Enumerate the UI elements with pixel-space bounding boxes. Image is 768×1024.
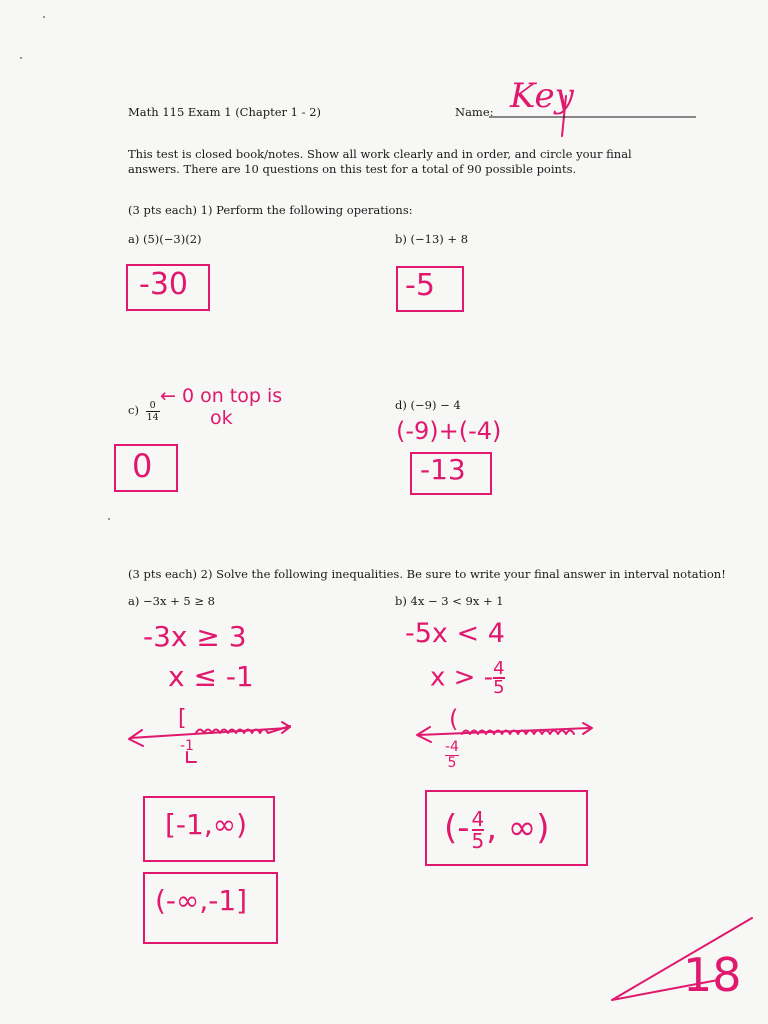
q1-prompt: (3 pts each) 1) Perform the following operations:	[128, 203, 413, 217]
q1c-note-line2: ok	[210, 407, 233, 429]
name-value: Key	[510, 76, 574, 116]
q2a-label: a) −3x + 5 ≥ 8	[128, 594, 215, 608]
q2b-work-line1: -5x < 4	[405, 618, 505, 649]
q2-prompt: (3 pts each) 2) Solve the following inequalities. Be sure to write your final answer in interval notation!	[128, 567, 726, 581]
q1b-answer: -5	[405, 268, 435, 303]
q2b-work-den: 5	[493, 677, 505, 698]
q2b-numberline-paren: (	[449, 705, 459, 733]
q1d-label: d) (−9) − 4	[395, 398, 461, 412]
q2b-answer-den: 5	[471, 828, 485, 853]
q1a-label: a) (5)(−3)(2)	[128, 232, 202, 246]
q2b-numberline-tick-num: -4	[445, 739, 459, 755]
key-tail-stroke	[562, 96, 566, 136]
q2b-numberline-tick-den: 5	[447, 755, 457, 771]
score: 18	[683, 948, 742, 1002]
q1b-label: b) (−13) + 8	[395, 232, 469, 246]
q2b-answer-suffix: , ∞)	[486, 808, 550, 848]
q2b-work-num: 4	[493, 658, 505, 679]
q2a-tick-mark	[187, 752, 196, 762]
q1d-answer: -13	[420, 453, 466, 486]
q2a-work-line1: -3x ≥ 3	[143, 620, 247, 653]
q2b-work-prefix: x > -	[430, 662, 494, 693]
instructions: This test is closed book/notes. Show all work clearly and in order, and circle your final answers. There are 10 questions on this test for a total of 90 possible points.	[128, 147, 632, 176]
q2a-crossed-answer: [-1,∞)	[165, 808, 247, 841]
q1a-answer: -30	[139, 267, 188, 302]
q2a-numberline-tick: -1	[180, 738, 194, 754]
q1c-numerator: 0	[146, 400, 160, 412]
q2b-answer-num: 4	[471, 806, 485, 831]
q1c-denominator: 14	[146, 411, 159, 423]
q2a-numberline-bracket: [	[178, 706, 187, 731]
name-label: Name:	[455, 105, 494, 119]
q1c-answer: 0	[132, 447, 153, 485]
q2b-label: b) 4x − 3 < 9x + 1	[395, 594, 504, 608]
q1c-prefix: c)	[128, 403, 139, 417]
course-title: Math 115 Exam 1 (Chapter 1 - 2)	[128, 105, 321, 119]
q2b-answer-prefix: (-	[444, 808, 470, 848]
q1d-work: (-9)+(-4)	[396, 417, 502, 445]
q2a-work-line2: x ≤ -1	[168, 660, 254, 693]
q1c-note-line1: ← 0 on top is	[160, 385, 283, 407]
q2a-answer: (-∞,-1]	[155, 884, 248, 917]
